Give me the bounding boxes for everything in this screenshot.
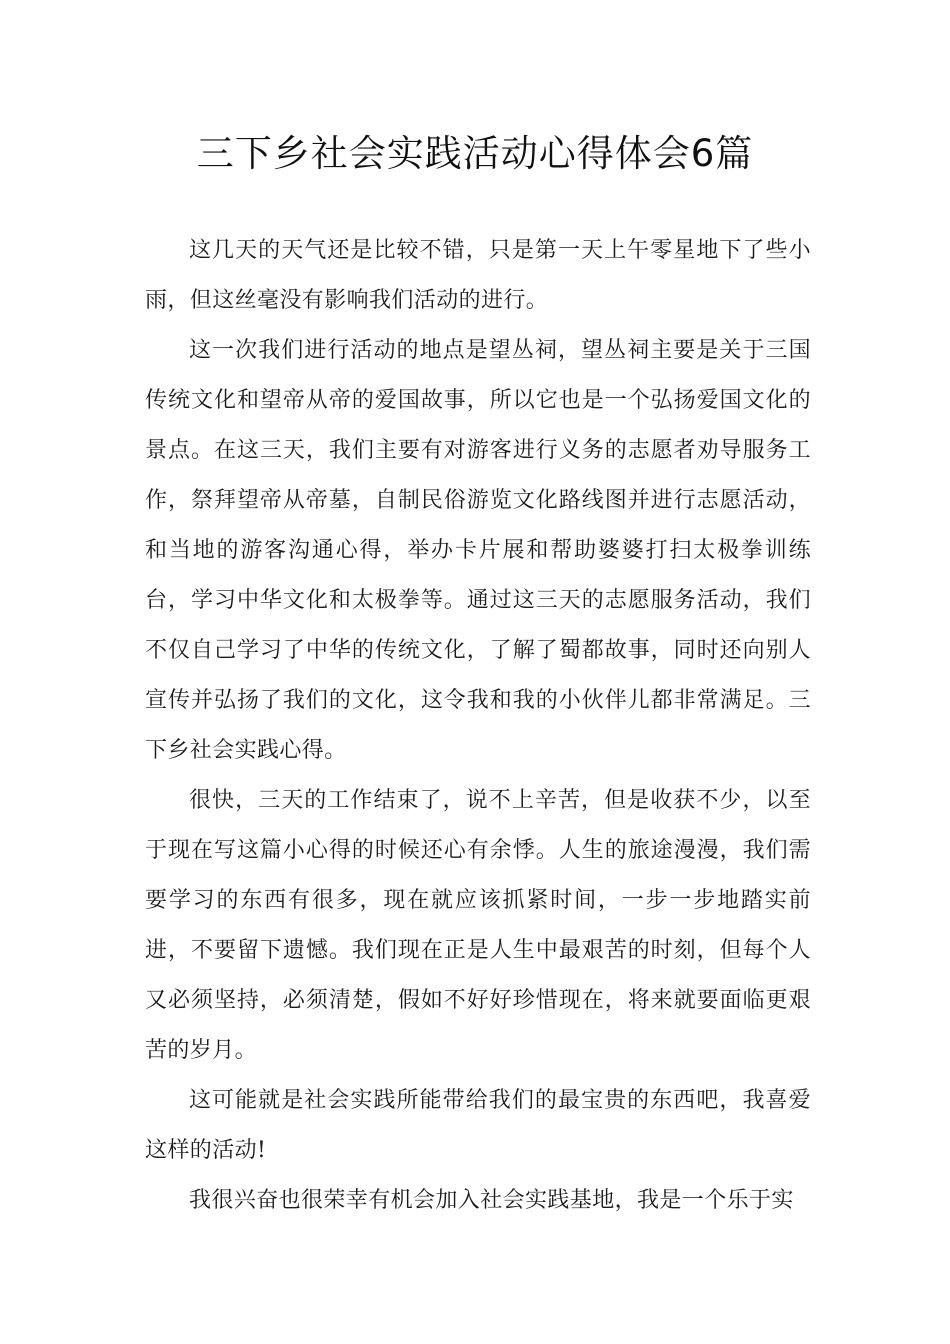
paragraph-5: 我很兴奋也很荣幸有机会加入社会实践基地，我是一个乐于实 — [189, 1188, 794, 1213]
document-body — [145, 226, 811, 1226]
paragraph-3: 很快，三天的工作结束了，说不上辛苦，但是收获不少，以至于现在写这篇小心得的时候还心有余悸。人生的旅途漫漫，我们需要学习的东西有很多，现在就应该抓紧时间，一步一步地踏实前进，不要留下遗憾。我们现在正是人生中最艰苦的时刻，但每个人又必须坚持，必须清楚，假如不好好珍惜现在，将来就要面临更艰苦的岁月。 — [145, 788, 811, 1063]
document-title: 三下乡社会实践活动心得体会6篇 — [196, 132, 754, 175]
paragraph-1: 这几天的天气还是比较不错，只是第一天上午零星地下了些小雨，但这丝毫没有影响我们活动的进行。 — [145, 238, 811, 313]
paragraph-2: 这一次我们进行活动的地点是望丛祠，望丛祠主要是关于三国传统文化和望帝从帝的爱国故事，所以它也是一个弘扬爱国文化的景点。在这三天，我们主要有对游客进行义务的志愿者劝导服务工作，祭拜望帝从帝墓，自制民俗游览文化路线图并进行志愿活动，和当地的游客沟通心得，举办卡片展和帮助婆婆打扫太极拳训练台，学习中华文化和太极拳等。通过这三天的志愿服务活动，我们不仅自己学习了中华的传统文化，了解了蜀都故事，同时还向别人宣传并弘扬了我们的文化，这令我和我的小伙伴儿都非常满足。三下乡社会实践心得。 — [145, 338, 811, 763]
paragraph-4: 这可能就是社会实践所能带给我们的最宝贵的东西吧，我喜爱这样的活动! — [145, 1088, 811, 1163]
